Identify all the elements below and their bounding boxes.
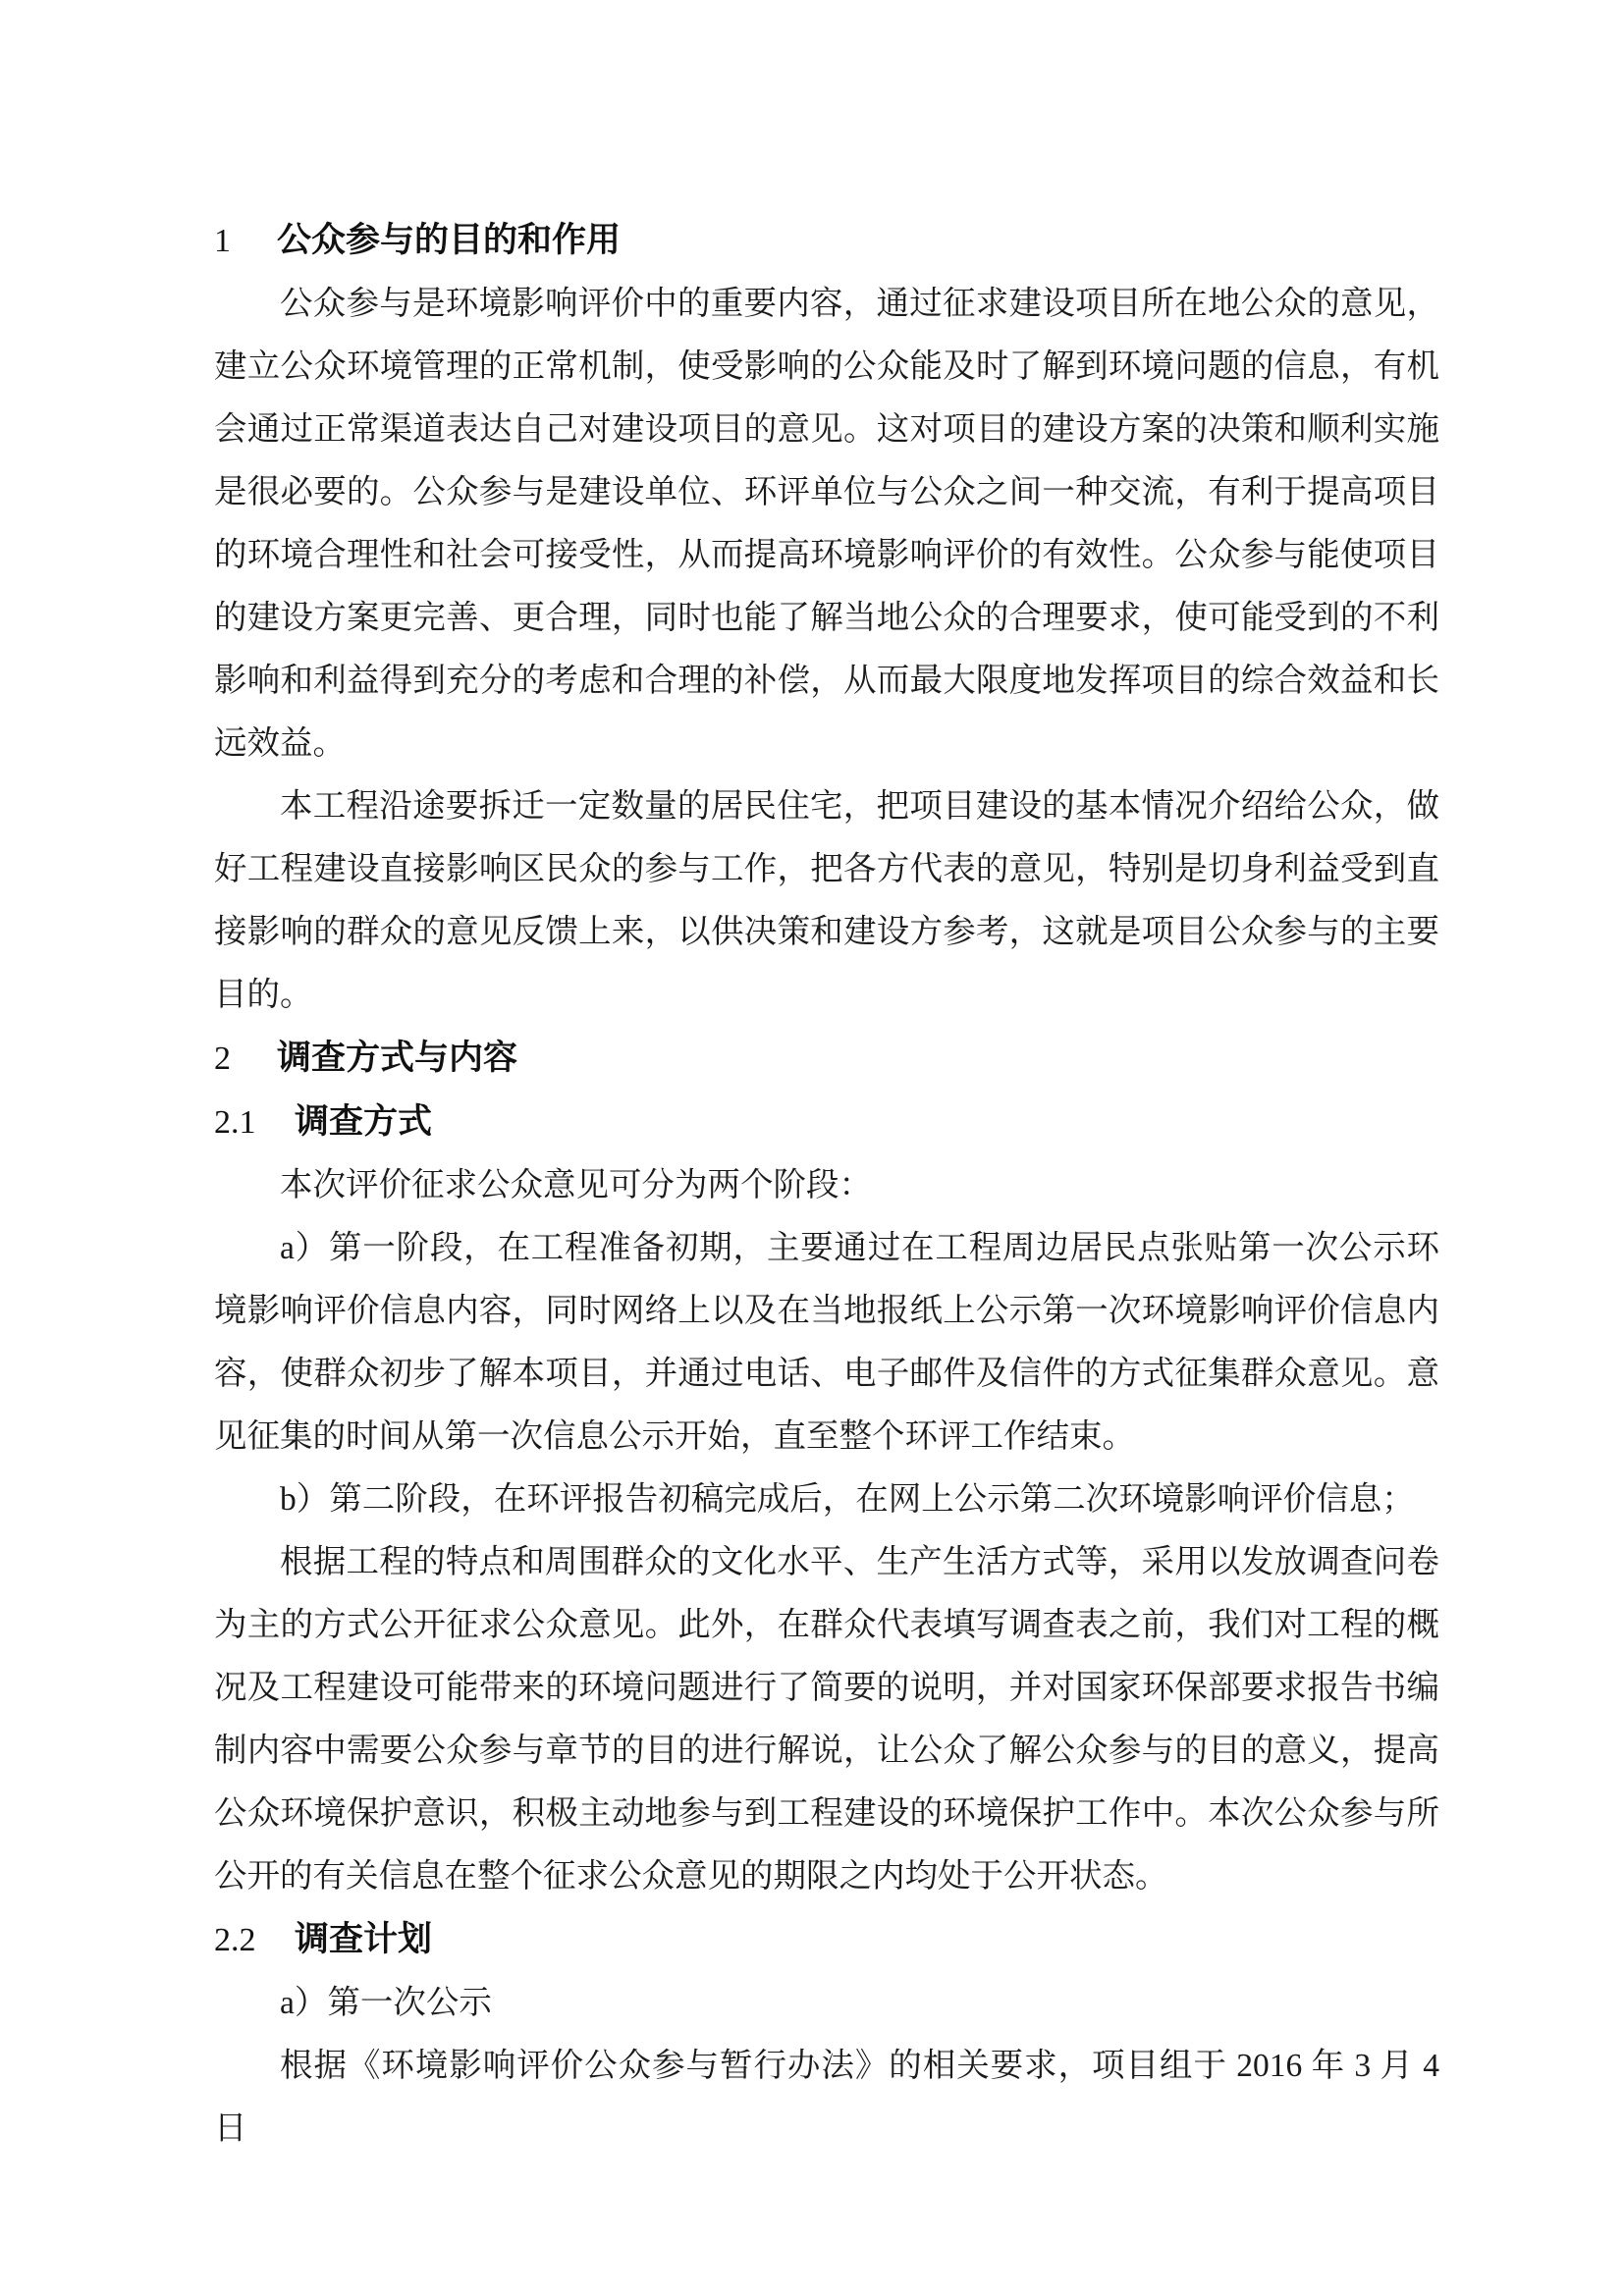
heading-number: 1	[214, 223, 231, 259]
section-heading-2	[214, 1027, 1439, 1091]
paragraph: a）第一阶段，在工程准备初期，主要通过在工程周边居民点张贴第一次公示环境影响评价信息内容，同时网络上以及在当地报纸上公示第一次环境影响评价信息内容，使群众初步了解本项目，并通过电话、电子邮件及信件的方式征集群众意见。意见征集的时间从第一次信息公示开始，直至整个环评工作结束。	[214, 1230, 1439, 1455]
paragraph: 本工程沿途要拆迁一定数量的居民住宅，把项目建设的基本情况介绍给公众，做好工程建设直接影响区民众的参与工作，把各方代表的意见，特别是切身利益受到直接影响的群众的意见反馈上来，以供决策和建设方参考，这就是项目公众参与的主要目的。	[214, 788, 1439, 1013]
document-body	[214, 209, 1439, 2161]
paragraph: 根据工程的特点和周围群众的文化水平、生产生活方式等，采用以发放调查问卷为主的方式公开征求公众意见。此外，在群众代表填写调查表之前，我们对工程的概况及工程建设可能带来的环境问题进行了简要的说明，并对国家环保部要求报告书编制内容中需要公众参与章节的目的进行解说，让公众了解公众参与的目的意义，提高公众环境保护意识，积极主动地参与到工程建设的环境保护工作中。本次公众参与所公开的有关信息在整个征求公众意见的期限之内均处于公开状态。	[214, 1544, 1439, 1895]
paragraph: 本次评价征求公众意见可分为两个阶段：	[280, 1167, 872, 1203]
paragraph: 根据《环境影响评价公众参与暂行办法》的相关要求，项目组于 2016 年 3 月 4 日	[214, 2048, 1439, 2147]
section-heading-1	[214, 209, 1439, 273]
section-heading-2.1	[214, 1091, 1439, 1154]
heading-number: 2.1	[214, 1104, 256, 1141]
heading-number: 2	[214, 1041, 231, 1077]
heading-text: 调查方式与内容	[277, 1039, 518, 1078]
paragraph: a）第一次公示	[280, 1985, 492, 2021]
heading-text: 公众参与的目的和作用	[277, 221, 622, 260]
heading-number: 2.2	[214, 1922, 256, 1958]
heading-text: 调查方式	[295, 1102, 433, 1142]
section-heading-2.2	[214, 1908, 1439, 1972]
paragraph: b）第二阶段，在环评报告初稿完成后，在网上公示第二次环境影响评价信息；	[280, 1481, 1415, 1518]
paragraph: 公众参与是环境影响评价中的重要内容，通过征求建设项目所在地公众的意见，建立公众环境管理的正常机制，使受影响的公众能及时了解到环境问题的信息，有机会通过正常渠道表达自己对建设项目的意见。这对项目的建设方案的决策和顺利实施是很必要的。公众参与是建设单位、环评单位与公众之间一种交流，有利于提高项目的环境合理性和社会可接受性，从而提高环境影响评价的有效性。公众参与能使项目的建设方案更完善、更合理，同时也能了解当地公众的合理要求，使可能受到的不利影响和利益得到充分的考虑和合理的补偿，从而最大限度地发挥项目的综合效益和长远效益。	[214, 286, 1439, 762]
heading-text: 调查计划	[295, 1920, 433, 1959]
